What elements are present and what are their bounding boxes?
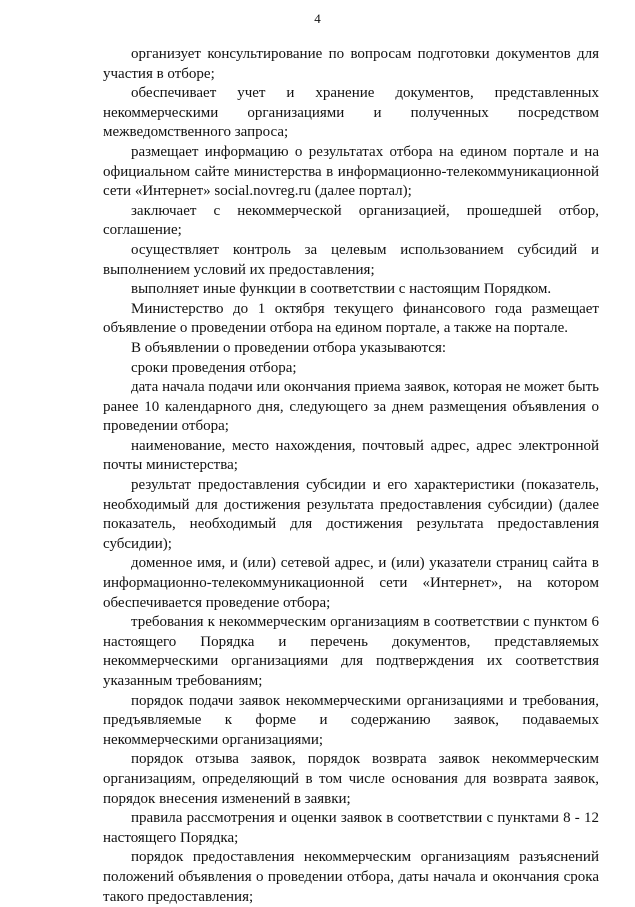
paragraph: сроки проведения отбора; bbox=[131, 359, 297, 376]
paragraph: Министерство до 1 октября текущего финансового года размещает объявление о проведении отбора на едином портале, а также на портале. bbox=[103, 300, 599, 337]
paragraph: выполняет иные функции в соответствии с настоящим Порядком. bbox=[131, 281, 552, 298]
page-number: 4 bbox=[314, 11, 321, 26]
paragraph: заключает с некоммерческой организацией, прошедшей отбор, соглашение; bbox=[103, 202, 599, 239]
paragraph: порядок подачи заявок некоммерческими организациями и требования, предъявляемые к форме и содержанию заявок, подаваемых некоммерческими организациями; bbox=[103, 692, 599, 748]
paragraph: порядок отзыва заявок, порядок возврата заявок некоммерческим организациям, определяющий в том числе основания для возврата заявок, порядок внесения изменений в заявки; bbox=[103, 751, 599, 807]
paragraph: результат предоставления субсидии и его характеристики (показатель, необходимый для достижения результата предоставления субсидии) (далее показатель, необходимый для достижения результата предоставления субсидии); bbox=[103, 477, 599, 552]
document-body bbox=[103, 45, 599, 907]
paragraph: размещает информацию о результатах отбора на едином портале и на официальном сайте министерства в информационно-телекоммуникационной сети «Интернет» social.novreg.ru (далее портал); bbox=[103, 143, 599, 200]
paragraph: доменное имя, и (или) сетевой адрес, и (или) указатели страниц сайта в информационно-телекоммуникационной сети «Интернет», на котором обеспечивается проведение отбора; bbox=[103, 555, 599, 611]
paragraph: требования к некоммерческим организациям в соответствии с пунктом 6 настоящего Порядка и перечень документов, представляемых некоммерческими организациями для подтверждения их соответствия указанным требованиям; bbox=[103, 614, 599, 689]
paragraph: правила рассмотрения и оценки заявок в соответствии с пунктами 8 - 12 настоящего Порядка; bbox=[103, 810, 599, 846]
paragraph: организует консультирование по вопросам подготовки документов для участия в отборе; bbox=[103, 46, 599, 82]
paragraph: В объявлении о проведении отбора указываются: bbox=[131, 339, 447, 356]
paragraph: осуществляет контроль за целевым использованием субсидий и выполнением условий их предоставления; bbox=[103, 241, 599, 278]
paragraph: порядок предоставления некоммерческим организациям разъяснений положений объявления о проведении отбора, даты начала и окончания срока такого предоставления; bbox=[103, 849, 599, 905]
paragraph: дата начала подачи или окончания приема заявок, которая не может быть ранее 10 календарного дня, следующего за днем размещения объявления о проведении отбора; bbox=[103, 379, 599, 435]
paragraph: обеспечивает учет и хранение документов, представленных некоммерческими организациями и полученных посредством межведомственного запроса; bbox=[103, 85, 599, 141]
paragraph: наименование, место нахождения, почтовый адрес, адрес электронной почты министерства; bbox=[103, 437, 599, 474]
